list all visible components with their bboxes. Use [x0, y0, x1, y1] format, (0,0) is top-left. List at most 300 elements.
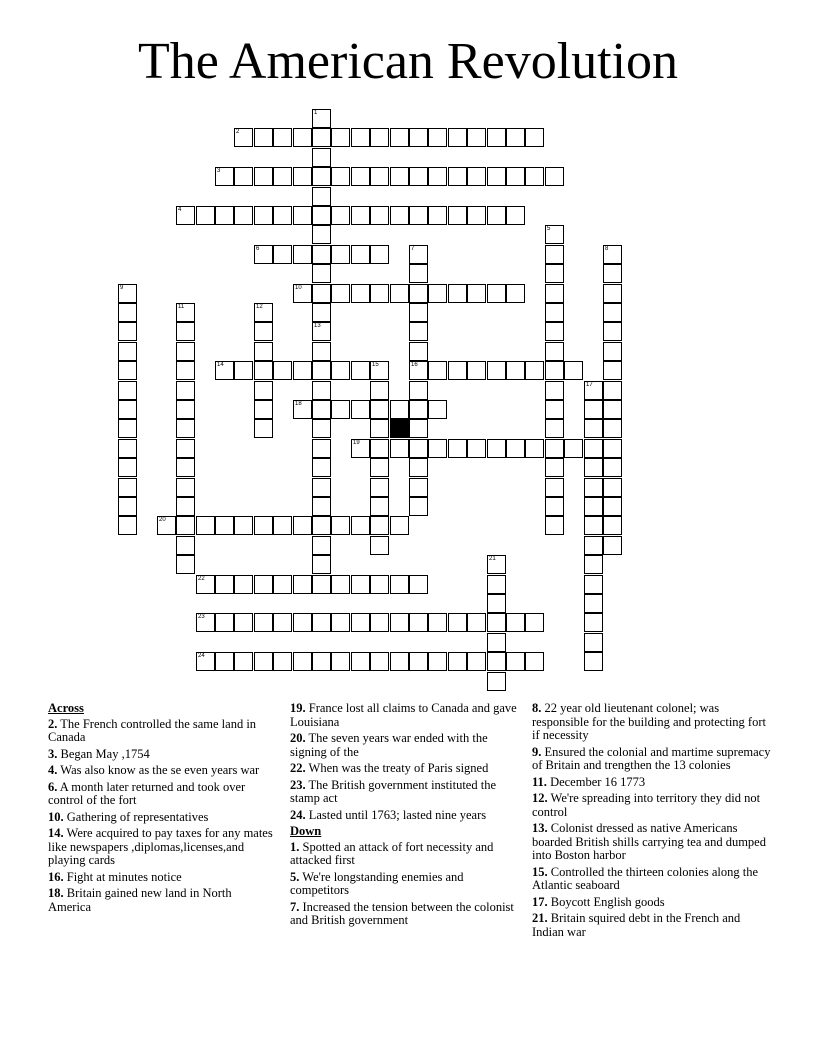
- grid-cell[interactable]: [370, 381, 389, 400]
- grid-cell[interactable]: [467, 128, 486, 147]
- grid-cell[interactable]: [428, 400, 447, 419]
- grid-cell[interactable]: [331, 284, 350, 303]
- grid-cell[interactable]: [215, 613, 234, 632]
- grid-cell[interactable]: [584, 400, 603, 419]
- grid-cell[interactable]: [487, 284, 506, 303]
- grid-cell[interactable]: [312, 342, 331, 361]
- grid-cell[interactable]: [312, 400, 331, 419]
- grid-cell[interactable]: [584, 613, 603, 632]
- grid-cell[interactable]: [293, 128, 312, 147]
- grid-cell[interactable]: [390, 128, 409, 147]
- grid-cell[interactable]: [506, 613, 525, 632]
- across-clue-18: [48, 887, 273, 914]
- grid-cell[interactable]: [215, 361, 234, 380]
- grid-cell[interactable]: [176, 342, 195, 361]
- grid-cell[interactable]: [487, 361, 506, 380]
- grid-cell[interactable]: [448, 439, 467, 458]
- grid-cell[interactable]: [351, 167, 370, 186]
- grid-cell[interactable]: [603, 516, 622, 535]
- grid-cell[interactable]: [467, 652, 486, 671]
- grid-cell[interactable]: [254, 342, 273, 361]
- grid-cell[interactable]: [370, 361, 389, 380]
- grid-cell[interactable]: [428, 652, 447, 671]
- down-clue-21: [532, 912, 772, 939]
- grid-cell[interactable]: [312, 458, 331, 477]
- grid-cell[interactable]: [545, 439, 564, 458]
- grid-cell[interactable]: [254, 419, 273, 438]
- grid-cell[interactable]: [234, 167, 253, 186]
- grid-cell[interactable]: [351, 516, 370, 535]
- grid-cell[interactable]: [545, 284, 564, 303]
- grid-cell[interactable]: [370, 516, 389, 535]
- grid-cell[interactable]: [254, 516, 273, 535]
- grid-cell[interactable]: [312, 322, 331, 341]
- grid-cell[interactable]: [487, 613, 506, 632]
- grid-cell[interactable]: [312, 613, 331, 632]
- grid-cell[interactable]: [312, 264, 331, 283]
- grid-cell[interactable]: [448, 206, 467, 225]
- grid-cell[interactable]: [487, 439, 506, 458]
- grid-cell[interactable]: [603, 536, 622, 555]
- grid-cell[interactable]: [390, 206, 409, 225]
- grid-cell[interactable]: [234, 613, 253, 632]
- grid-cell[interactable]: [312, 497, 331, 516]
- grid-cell[interactable]: [370, 206, 389, 225]
- grid-cell[interactable]: [428, 167, 447, 186]
- grid-cell[interactable]: [428, 613, 447, 632]
- grid-cell[interactable]: [545, 458, 564, 477]
- grid-cell[interactable]: [409, 439, 428, 458]
- grid-cell[interactable]: [254, 381, 273, 400]
- grid-cell[interactable]: [331, 575, 350, 594]
- clue-number-23: 23: [198, 614, 205, 620]
- grid-cell[interactable]: [428, 361, 447, 380]
- grid-cell[interactable]: [487, 128, 506, 147]
- grid-cell[interactable]: [487, 206, 506, 225]
- grid-cell[interactable]: [331, 206, 350, 225]
- clue-number-7: 7: [411, 246, 415, 252]
- grid-cell[interactable]: [409, 400, 428, 419]
- grid-cell[interactable]: [273, 516, 292, 535]
- grid-cell[interactable]: [603, 303, 622, 322]
- grid-cell[interactable]: [409, 419, 428, 438]
- grid-cell[interactable]: [254, 652, 273, 671]
- clue-text: The seven years war ended with the signing of the: [290, 731, 488, 759]
- grid-cell[interactable]: [545, 516, 564, 535]
- grid-cell[interactable]: [312, 575, 331, 594]
- grid-cell[interactable]: [409, 245, 428, 264]
- grid-cell[interactable]: [487, 633, 506, 652]
- grid-cell[interactable]: [448, 613, 467, 632]
- grid-cell[interactable]: [273, 245, 292, 264]
- grid-cell[interactable]: [254, 167, 273, 186]
- grid-cell[interactable]: [293, 613, 312, 632]
- grid-cell[interactable]: [176, 478, 195, 497]
- grid-cell[interactable]: [390, 516, 409, 535]
- grid-cell[interactable]: [312, 109, 331, 128]
- grid-cell[interactable]: [351, 400, 370, 419]
- grid-cell[interactable]: [506, 128, 525, 147]
- grid-cell[interactable]: [525, 128, 544, 147]
- grid-cell[interactable]: [603, 439, 622, 458]
- grid-cell[interactable]: [545, 419, 564, 438]
- grid-cell[interactable]: [506, 439, 525, 458]
- grid-cell[interactable]: [196, 516, 215, 535]
- grid-cell[interactable]: [293, 167, 312, 186]
- grid-cell[interactable]: [409, 342, 428, 361]
- grid-cell[interactable]: [409, 575, 428, 594]
- grid-cell[interactable]: [390, 284, 409, 303]
- grid-cell[interactable]: [525, 439, 544, 458]
- grid-cell[interactable]: [448, 652, 467, 671]
- grid-cell[interactable]: [584, 478, 603, 497]
- grid-cell[interactable]: [545, 342, 564, 361]
- grid-cell[interactable]: [351, 284, 370, 303]
- grid-cell[interactable]: [525, 652, 544, 671]
- grid-cell[interactable]: [312, 536, 331, 555]
- grid-cell[interactable]: [312, 148, 331, 167]
- grid-cell[interactable]: [196, 613, 215, 632]
- grid-cell[interactable]: [409, 167, 428, 186]
- grid-cell[interactable]: [603, 400, 622, 419]
- grid-cell[interactable]: [390, 439, 409, 458]
- grid-cell[interactable]: [448, 167, 467, 186]
- grid-cell[interactable]: [545, 225, 564, 244]
- grid-cell[interactable]: [273, 361, 292, 380]
- across-clue-16: [48, 871, 273, 885]
- grid-cell[interactable]: [506, 167, 525, 186]
- grid-cell[interactable]: [428, 439, 447, 458]
- grid-cell[interactable]: [196, 575, 215, 594]
- grid-cell[interactable]: [254, 128, 273, 147]
- grid-cell[interactable]: [467, 439, 486, 458]
- grid-cell[interactable]: [254, 400, 273, 419]
- grid-cell[interactable]: [118, 439, 137, 458]
- grid-cell[interactable]: [603, 419, 622, 438]
- grid-cell[interactable]: [487, 672, 506, 691]
- grid-cell[interactable]: [312, 245, 331, 264]
- grid-cell[interactable]: [370, 284, 389, 303]
- grid-cell[interactable]: [176, 458, 195, 477]
- grid-cell[interactable]: [603, 381, 622, 400]
- grid-cell[interactable]: [409, 613, 428, 632]
- grid-cell[interactable]: [254, 575, 273, 594]
- grid-cell[interactable]: [545, 400, 564, 419]
- grid-cell[interactable]: [603, 478, 622, 497]
- grid-cell[interactable]: [564, 439, 583, 458]
- grid-cell[interactable]: [506, 652, 525, 671]
- across-clue-3: [48, 748, 273, 762]
- grid-cell[interactable]: [409, 206, 428, 225]
- grid-cell[interactable]: [370, 128, 389, 147]
- grid-cell[interactable]: [351, 245, 370, 264]
- grid-cell[interactable]: [331, 245, 350, 264]
- grid-cell[interactable]: [234, 361, 253, 380]
- grid-cell[interactable]: [409, 128, 428, 147]
- grid-cell[interactable]: [603, 264, 622, 283]
- grid-cell[interactable]: [390, 400, 409, 419]
- grid-cell[interactable]: [409, 322, 428, 341]
- grid-cell[interactable]: [351, 652, 370, 671]
- grid-cell[interactable]: [584, 419, 603, 438]
- grid-cell[interactable]: [370, 400, 389, 419]
- grid-cell[interactable]: [409, 264, 428, 283]
- grid-cell[interactable]: [312, 381, 331, 400]
- grid-cell[interactable]: [312, 225, 331, 244]
- grid-cell[interactable]: [448, 361, 467, 380]
- grid-cell[interactable]: [603, 458, 622, 477]
- grid-cell[interactable]: [487, 575, 506, 594]
- clue-number-18: 18: [295, 401, 302, 407]
- grid-cell[interactable]: [118, 458, 137, 477]
- grid-cell[interactable]: [293, 206, 312, 225]
- grid-cell[interactable]: [409, 478, 428, 497]
- grid-cell[interactable]: [273, 613, 292, 632]
- grid-cell[interactable]: [215, 516, 234, 535]
- grid-cell[interactable]: [370, 419, 389, 438]
- grid-cell[interactable]: [293, 284, 312, 303]
- grid-cell[interactable]: [118, 322, 137, 341]
- grid-cell[interactable]: [176, 206, 195, 225]
- grid-cell[interactable]: [545, 303, 564, 322]
- grid-cell[interactable]: [312, 419, 331, 438]
- grid-cell[interactable]: [390, 575, 409, 594]
- grid-cell[interactable]: [370, 439, 389, 458]
- grid-cell[interactable]: [467, 613, 486, 632]
- grid-cell[interactable]: [545, 478, 564, 497]
- grid-cell[interactable]: [215, 167, 234, 186]
- grid-cell[interactable]: [428, 206, 447, 225]
- grid-cell[interactable]: [254, 206, 273, 225]
- grid-cell[interactable]: [351, 439, 370, 458]
- grid-cell[interactable]: [370, 245, 389, 264]
- grid-cell[interactable]: [331, 613, 350, 632]
- grid-cell[interactable]: [351, 206, 370, 225]
- grid-cell[interactable]: [312, 167, 331, 186]
- grid-cell[interactable]: [312, 284, 331, 303]
- grid-cell[interactable]: [312, 206, 331, 225]
- grid-cell[interactable]: [312, 516, 331, 535]
- grid-cell[interactable]: [370, 478, 389, 497]
- grid-cell[interactable]: [118, 284, 137, 303]
- grid-cell[interactable]: [273, 575, 292, 594]
- grid-cell[interactable]: [176, 322, 195, 341]
- grid-cell[interactable]: [545, 167, 564, 186]
- grid-cell[interactable]: [351, 613, 370, 632]
- grid-cell[interactable]: [254, 613, 273, 632]
- grid-cell[interactable]: [545, 361, 564, 380]
- grid-cell[interactable]: [331, 361, 350, 380]
- clue-number-label: 1.: [290, 839, 300, 854]
- grid-cell[interactable]: [506, 284, 525, 303]
- grid-cell[interactable]: [176, 361, 195, 380]
- grid-cell[interactable]: [390, 613, 409, 632]
- grid-cell[interactable]: [176, 381, 195, 400]
- grid-cell[interactable]: [312, 478, 331, 497]
- grid-cell[interactable]: [428, 128, 447, 147]
- grid-cell[interactable]: [118, 419, 137, 438]
- grid-cell[interactable]: [293, 516, 312, 535]
- grid-cell[interactable]: [409, 652, 428, 671]
- grid-cell[interactable]: [254, 303, 273, 322]
- grid-cell[interactable]: [487, 555, 506, 574]
- grid-cell[interactable]: [603, 497, 622, 516]
- grid-cell[interactable]: [603, 245, 622, 264]
- grid-cell[interactable]: [487, 167, 506, 186]
- grid-cell[interactable]: [428, 284, 447, 303]
- grid-cell[interactable]: [370, 536, 389, 555]
- grid-cell[interactable]: [234, 575, 253, 594]
- grid-cell[interactable]: [467, 167, 486, 186]
- grid-cell[interactable]: [293, 575, 312, 594]
- puzzle-title: The American Revolution: [137, 33, 679, 90]
- grid-cell[interactable]: [584, 575, 603, 594]
- grid-cell[interactable]: [584, 497, 603, 516]
- grid-cell[interactable]: [584, 555, 603, 574]
- clue-number-6: 6: [256, 246, 260, 252]
- grid-cell[interactable]: [215, 575, 234, 594]
- grid-cell[interactable]: [390, 167, 409, 186]
- grid-cell[interactable]: [584, 516, 603, 535]
- grid-cell[interactable]: [176, 439, 195, 458]
- grid-cell[interactable]: [118, 361, 137, 380]
- grid-cell[interactable]: [118, 497, 137, 516]
- grid-cell[interactable]: [370, 497, 389, 516]
- grid-cell[interactable]: [331, 167, 350, 186]
- grid-cell[interactable]: [331, 128, 350, 147]
- grid-cell[interactable]: [293, 400, 312, 419]
- grid-cell[interactable]: [351, 361, 370, 380]
- grid-cell[interactable]: [254, 245, 273, 264]
- grid-cell[interactable]: [254, 322, 273, 341]
- grid-cell[interactable]: [331, 652, 350, 671]
- grid-cell[interactable]: [234, 516, 253, 535]
- grid-cell[interactable]: [331, 400, 350, 419]
- grid-cell[interactable]: [584, 458, 603, 477]
- grid-cell[interactable]: [525, 167, 544, 186]
- grid-cell[interactable]: [370, 167, 389, 186]
- across-clue-24: [290, 809, 520, 823]
- grid-cell[interactable]: [312, 439, 331, 458]
- grid-cell[interactable]: [409, 284, 428, 303]
- grid-cell[interactable]: [118, 381, 137, 400]
- grid-cell[interactable]: [525, 613, 544, 632]
- across-clue-19: [290, 702, 520, 729]
- grid-cell[interactable]: [293, 245, 312, 264]
- grid-cell[interactable]: [584, 439, 603, 458]
- grid-cell[interactable]: [545, 264, 564, 283]
- grid-cell[interactable]: [564, 361, 583, 380]
- grid-cell[interactable]: [506, 361, 525, 380]
- grid-cell[interactable]: [603, 284, 622, 303]
- grid-cell[interactable]: [234, 128, 253, 147]
- grid-cell[interactable]: [118, 303, 137, 322]
- grid-cell[interactable]: [370, 613, 389, 632]
- grid-cell[interactable]: [254, 361, 273, 380]
- grid-cell[interactable]: [370, 458, 389, 477]
- grid-cell[interactable]: [176, 497, 195, 516]
- grid-cell[interactable]: [409, 361, 428, 380]
- grid-cell[interactable]: [312, 303, 331, 322]
- grid-cell[interactable]: [312, 361, 331, 380]
- grid-cell[interactable]: [545, 497, 564, 516]
- grid-cell[interactable]: [196, 652, 215, 671]
- grid-cell[interactable]: [506, 206, 525, 225]
- grid-cell[interactable]: [196, 206, 215, 225]
- grid-cell[interactable]: [273, 652, 292, 671]
- grid-cell[interactable]: [448, 284, 467, 303]
- grid-cell[interactable]: [234, 206, 253, 225]
- grid-cell[interactable]: [409, 458, 428, 477]
- grid-cell[interactable]: [545, 245, 564, 264]
- grid-cell[interactable]: [584, 381, 603, 400]
- grid-cell[interactable]: [370, 575, 389, 594]
- grid-cell[interactable]: [176, 400, 195, 419]
- grid-cell[interactable]: [176, 516, 195, 535]
- grid-cell[interactable]: [118, 400, 137, 419]
- grid-cell[interactable]: [603, 361, 622, 380]
- grid-cell[interactable]: [467, 361, 486, 380]
- grid-cell[interactable]: [312, 128, 331, 147]
- grid-cell[interactable]: [584, 633, 603, 652]
- grid-cell[interactable]: [351, 128, 370, 147]
- grid-cell[interactable]: [409, 381, 428, 400]
- grid-cell[interactable]: [487, 594, 506, 613]
- grid-cell[interactable]: [409, 303, 428, 322]
- grid-cell[interactable]: [525, 361, 544, 380]
- grid-cell[interactable]: [312, 555, 331, 574]
- grid-cell[interactable]: [312, 187, 331, 206]
- clue-number-14: 14: [217, 362, 224, 368]
- grid-cell[interactable]: [215, 652, 234, 671]
- grid-cell[interactable]: [176, 303, 195, 322]
- grid-cell[interactable]: [409, 497, 428, 516]
- grid-cell[interactable]: [584, 652, 603, 671]
- grid-cell[interactable]: [118, 342, 137, 361]
- grid-cell[interactable]: [215, 206, 234, 225]
- grid-cell[interactable]: [273, 167, 292, 186]
- grid-cell[interactable]: [584, 536, 603, 555]
- grid-cell[interactable]: [545, 322, 564, 341]
- grid-cell[interactable]: [351, 575, 370, 594]
- down-clue-9: [532, 746, 772, 773]
- grid-cell[interactable]: [331, 516, 350, 535]
- grid-cell[interactable]: [118, 478, 137, 497]
- grid-cell[interactable]: [157, 516, 176, 535]
- grid-cell[interactable]: [448, 128, 467, 147]
- grid-cell[interactable]: [118, 516, 137, 535]
- grid-cell[interactable]: [603, 322, 622, 341]
- grid-cell[interactable]: [390, 652, 409, 671]
- grid-cell[interactable]: [234, 652, 253, 671]
- grid-cell[interactable]: [273, 128, 292, 147]
- grid-cell[interactable]: [603, 342, 622, 361]
- grid-cell[interactable]: [545, 381, 564, 400]
- grid-cell[interactable]: [293, 652, 312, 671]
- grid-cell[interactable]: [584, 594, 603, 613]
- grid-cell[interactable]: [293, 361, 312, 380]
- grid-cell[interactable]: [312, 652, 331, 671]
- grid-cell[interactable]: [176, 419, 195, 438]
- grid-cell[interactable]: [370, 652, 389, 671]
- grid-cell[interactable]: [176, 555, 195, 574]
- grid-cell[interactable]: [273, 206, 292, 225]
- grid-cell[interactable]: [176, 536, 195, 555]
- across-clue-14: [48, 827, 273, 868]
- grid-cell[interactable]: [467, 206, 486, 225]
- grid-cell[interactable]: [467, 284, 486, 303]
- grid-cell[interactable]: [487, 652, 506, 671]
